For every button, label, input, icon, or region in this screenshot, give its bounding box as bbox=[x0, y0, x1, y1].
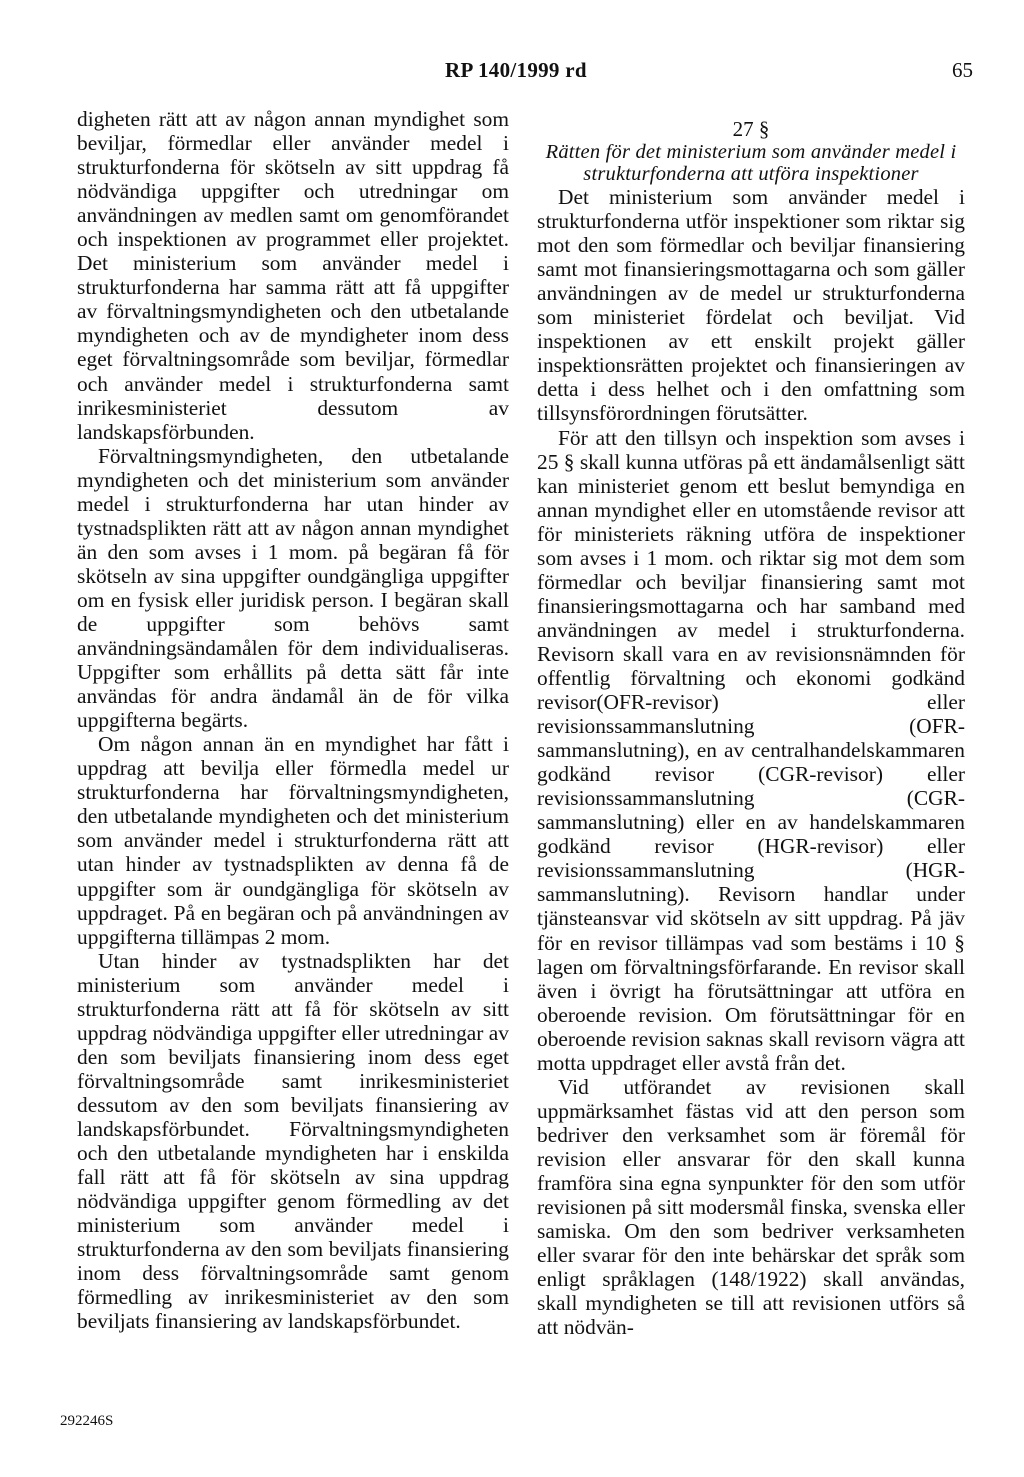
page-header bbox=[0, 58, 1024, 88]
right-column bbox=[537, 117, 965, 1339]
footer-code: 292246S bbox=[60, 1413, 114, 1429]
section-number: 27 § bbox=[732, 117, 770, 141]
left-column bbox=[77, 107, 509, 1333]
paragraph: Förvaltningsmyndigheten, den utbetalande myndigheten och det ministerium som använder medel i strukturfonderna har utan hinder av tystnadsplikten rätt att av någon annan myndighet än den som avses i 1 mom. på begäran få för skötseln av sina uppgifter oundgängliga uppgifter om en fysisk eller juridisk person. I begäran skall de uppgifter som behövs samt användningsändamålen för dem individualiseras. Uppgifter som erhållits på detta sätt får inte användas för andra ändamål än de för vilka uppgifterna begärts. bbox=[77, 443, 509, 733]
paragraph: digheten rätt att av någon annan myndighet som beviljar, förmedlar eller använder medel i strukturfonderna för skötseln av sitt uppdrag få nödvändiga uppgifter och utredningar om användningen av medlen samt om genomförandet och inspektionen av programmet eller projektet. Det ministerium som använder medel i strukturfonderna har samma rätt att få uppgifter av förvaltningsmyndigheten och den utbetalande myndigheten och av de myndigheter inom dess eget förvaltningsområde som beviljar, förmedlar och använder medel i strukturfonderna samt inrikesministeriet dessutom av landskapsförbunden. bbox=[77, 107, 509, 444]
page-number: 65 bbox=[952, 58, 973, 82]
paragraph: Utan hinder av tystnadsplikten har det ministerium som använder medel i strukturfonderna rätt att få för skötseln av sitt uppdrag nödvändiga uppgifter eller utredningar av den som beviljats finansiering inom dess eget förvaltningsområde samt inrikesministeriet dessutom av den som beviljats finansiering av landskapsförbundet. Förvaltningsmyndigheten och den utbetalande myndigheten har i enskilda fall rätt att få för skötseln av sina uppdrag nödvändiga uppgifter genom förmedling av det ministerium som använder medel i strukturfonderna av den som beviljats finansiering inom dess förvaltningsområde samt genom förmedling av inrikesministeriet av den som beviljats finansiering av landskapsförbundet. bbox=[77, 948, 509, 1334]
paragraph: Om någon annan än en myndighet har fått i uppdrag att bevilja eller förmedla medel ur strukturfonderna har förvaltningsmyndigheten, den utbetalande myndigheten och det ministerium som använder medel i strukturfonderna rätt att utan hinder av tystnadsplikten av denna få de uppgifter som är oundgängliga för skötseln av uppdraget. På en begäran och på användningen av uppgifterna tillämpas 2 mom. bbox=[77, 732, 509, 949]
paragraph: Det ministerium som använder medel i strukturfonderna utför inspektioner som riktar sig mot den som förmedlar och beviljar finansiering samt mot finansieringsmottagarna och som gäller användningen av de medel ur strukturfonderna som ministeriet fördelat och beviljat. Vid inspektionen av ett enskilt projekt gäller inspektionsrätten projektet och finansieringen av detta i dess helhet och i den omfattning som tillsynsförordningen förutsätter. bbox=[537, 185, 965, 426]
document-id: RP 140/1999 rd bbox=[445, 58, 587, 82]
section-title: Rätten för det ministerium som använder medel i strukturfonderna att utföra inspektioner bbox=[545, 141, 957, 186]
paragraph: För att den tillsyn och inspektion som avses i 25 § skall kunna utföras på ett ändamålsenligt sätt kan ministeriet genom ett beslut bemyndiga en annan myndighet eller en utomstående revisor att för ministeriets räkning utföra de inspektioner som avses i 1 mom. och riktar sig mot dem som förmedlar och beviljar finansiering samt mot finansieringsmottagarna och har samband med användningen av medel i strukturfonderna. Revisorn skall vara en av revisionsnämnden för offentlig förvaltning och ekonomi godkänd revisor(OFR-revisor) eller revisionssammanslutning (OFR-sammanslutning), en av centralhandelskammaren godkänd revisor (CGR-revisor) eller revisionssammanslutning (CGR-sammanslutning) eller en av handelskammaren godkänd revisor (HGR-revisor) eller revisionssammanslutning (HGR-sammanslutning). Revisorn handlar under tjänsteansvar vid skötseln av sitt uppdrag. På jäv för en revisor tillämpas vad som bestäms i 10 § lagen om förvaltningsförfarande. En revisor skall även i övrigt ha förutsättningar att utföra en oberoende revision. Om förutsättningar för en oberoende revision saknas skall revisorn vägra att motta uppdraget eller avstå från det. bbox=[537, 425, 965, 1075]
paragraph: Vid utförandet av revisionen skall uppmärksamhet fästas vid att den person som bedriver den verksamhet som är föremål för revision eller ansvarar för den skall kunna framföra sina egna synpunkter för den som utför revisionen på sitt modersmål finska, svenska eller samiska. Om den som bedriver verksamheten eller svarar för den inte behärskar det språk som enligt språklagen (148/1922) skall användas, skall myndigheten se till att revisionen utförs så att nödvän- bbox=[537, 1074, 965, 1340]
